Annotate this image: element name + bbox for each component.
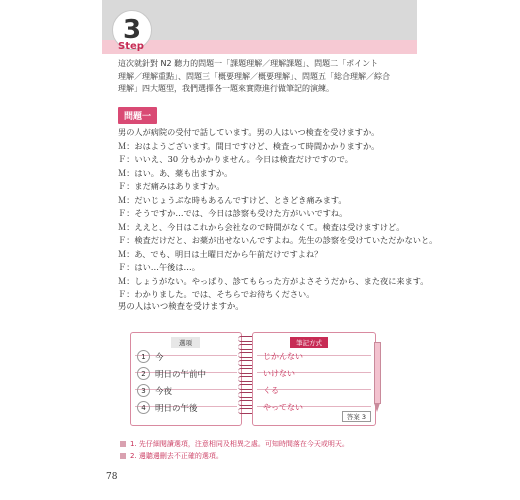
dialogue-line: Ｍ：だいじょうぶな時もあるんですけど、ときどき痛みます。 — [118, 194, 347, 205]
option-item — [137, 399, 237, 416]
question-text: 男の人はいつ検査を受けますか。 — [118, 301, 244, 311]
dialogue-line: Ｆ：検査だけだと、お薬が出せないんですよね。先生の診察を受けていただかないと。 — [118, 235, 438, 245]
page-number: 78 — [106, 472, 118, 482]
dialogue — [118, 126, 438, 302]
intro-line: 理解／理解重點」、問題三「概要理解／概要理解」、問題五「総合理解／綜合 — [118, 71, 390, 81]
bullet-square-icon — [120, 441, 126, 447]
notes-header: 筆記方式 — [290, 337, 328, 348]
answer-box: 答案 3 — [342, 411, 371, 422]
header-pink-band — [102, 40, 417, 54]
dialogue-line: Ｆ：わかりました。では、そちらでお待ちください。 — [118, 289, 315, 299]
dialogue-line: Ｆ：まだ痛みはありますか。 — [118, 181, 225, 191]
tips-list — [120, 438, 349, 462]
step-number: 3 — [112, 10, 152, 50]
tip-text: 1. 先仔細閱讀選項，注意相同及相異之處。可知時間落在今天或明天。 — [130, 440, 349, 448]
option-item — [137, 382, 237, 399]
option-text: 明日の午後 — [155, 403, 198, 414]
dialogue-line: Ｍ：あ、でも、明日は土曜日だから午前だけですよね？ — [118, 248, 323, 259]
intro-paragraph — [118, 58, 418, 96]
bullet-square-icon — [120, 453, 126, 459]
step-label: Step — [118, 41, 144, 52]
intro-line: 理解」四大題型，我們選擇各一題來實際進行做筆記的演練。 — [118, 84, 334, 93]
notebook-right-page — [252, 332, 376, 426]
option-text: 今夜 — [155, 386, 173, 397]
dialogue-line: Ｍ：はい。あ、薬も出ますか。 — [118, 167, 233, 178]
tip-item — [120, 450, 349, 462]
dialogue-line: Ｆ：はい…午後は…。 — [118, 262, 200, 272]
option-number: 1 — [137, 350, 150, 363]
section-tag: 問題一 — [118, 107, 157, 124]
intro-line: 這次就針對 N2 聽力的問題一「課題理解／理解課題」、問題二「ポイント — [118, 59, 379, 68]
dialogue-line: Ｍ：しょうがない。やっぱり、診てもらった方がよさそうだから、また夜に来ます。 — [118, 275, 429, 286]
option-number: 4 — [137, 401, 150, 414]
option-number: 3 — [137, 384, 150, 397]
dialogue-line: Ｆ：そうですか…では、今日は診察も受けた方がいいですね。 — [118, 208, 348, 218]
option-text: 今 — [155, 352, 164, 363]
notebook-figure — [130, 332, 375, 424]
option-text: 明日の午前中 — [155, 369, 207, 380]
option-number: 2 — [137, 367, 150, 380]
note-item: やってない — [263, 403, 303, 412]
dialogue-line: Ｍ：おはようございます。間日ですけど、検査って時間かかりますか。 — [118, 140, 380, 151]
tip-item — [120, 438, 349, 450]
note-item: くる — [263, 386, 279, 395]
note-item: いけない — [263, 369, 295, 378]
dialogue-line: Ｍ：ええと、今日はこれから会社なので時間がなくて。検査は受けますけど。 — [118, 221, 405, 232]
option-item — [137, 348, 237, 365]
note-item: じかんない — [263, 352, 303, 361]
option-item — [137, 365, 237, 382]
pencil-icon — [374, 342, 381, 414]
dialogue-line: 男の人が病院の受付で話しています。男の人はいつ検査を受けますか。 — [118, 127, 380, 137]
dialogue-line: Ｆ：いいえ、30 分もかかりません。今日は検査だけですので。 — [118, 154, 353, 164]
options-header: 選項 — [171, 337, 200, 348]
notebook-left-page — [130, 332, 242, 426]
tip-text: 2. 邊聽邊刪去不正確的選項。 — [130, 452, 223, 460]
